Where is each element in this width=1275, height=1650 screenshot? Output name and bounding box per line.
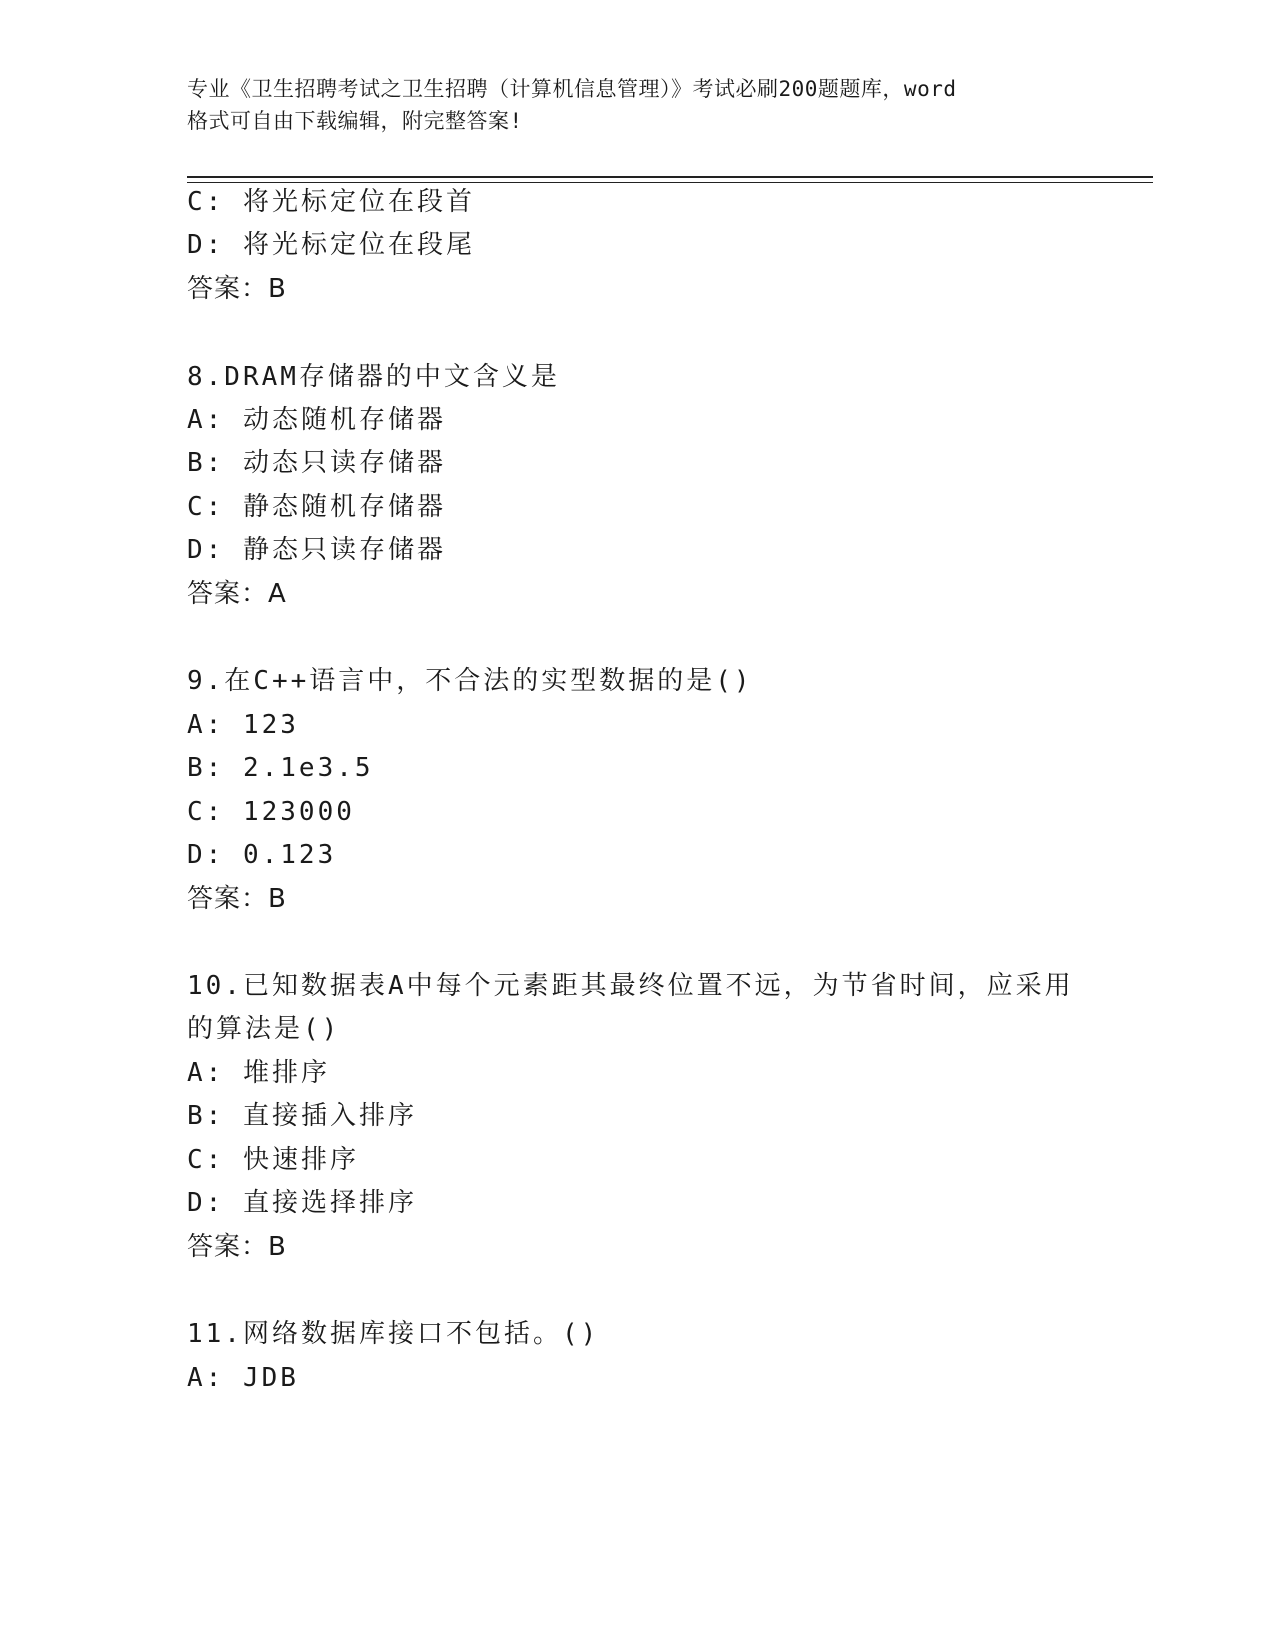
q7-option-d: D: 将光标定位在段尾	[187, 230, 475, 260]
q10-option-b: B: 直接插入排序	[187, 1101, 417, 1131]
q10-option-d: D: 直接选择排序	[187, 1188, 417, 1218]
document-header	[187, 73, 1087, 137]
q9-answer: 答案：B	[187, 884, 287, 914]
header-title-line-2: 格式可自由下载编辑，附完整答案!	[187, 109, 523, 133]
q9-option-c: C: 123000	[187, 797, 355, 827]
q8-option-a: A: 动态随机存储器	[187, 405, 446, 435]
q9-stem: 9.在C++语言中，不合法的实型数据的是()	[187, 666, 753, 696]
header-title-line-1: 专业《卫生招聘考试之卫生招聘（计算机信息管理）》考试必刷200题题库，word	[187, 77, 957, 101]
q7-answer: 答案：B	[187, 274, 287, 304]
q10-stem-line-1: 10.已知数据表A中每个元素距其最终位置不远，为节省时间，应采用	[187, 971, 1074, 1001]
q8-option-b: B: 动态只读存储器	[187, 448, 446, 478]
q7-option-c: C: 将光标定位在段首	[187, 187, 475, 217]
q9-option-b: B: 2.1e3.5	[187, 753, 374, 783]
q10-answer: 答案：B	[187, 1232, 287, 1262]
q11-option-a: A: JDB	[187, 1363, 299, 1393]
header-divider-thin	[187, 182, 1153, 183]
q9-option-d: D: 0.123	[187, 840, 337, 870]
q8-option-d: D: 静态只读存储器	[187, 535, 446, 565]
header-divider-thick	[187, 176, 1153, 178]
q8-answer: 答案：A	[187, 579, 287, 609]
q9-option-a: A: 123	[187, 710, 299, 740]
q8-option-c: C: 静态随机存储器	[187, 492, 446, 522]
q8-stem: 8.DRAM存储器的中文含义是	[187, 362, 560, 392]
q10-option-c: C: 快速排序	[187, 1145, 359, 1175]
q11-stem: 11.网络数据库接口不包括。()	[187, 1319, 600, 1349]
q10-stem-line-2: 的算法是()	[187, 1014, 341, 1044]
q10-option-a: A: 堆排序	[187, 1058, 330, 1088]
